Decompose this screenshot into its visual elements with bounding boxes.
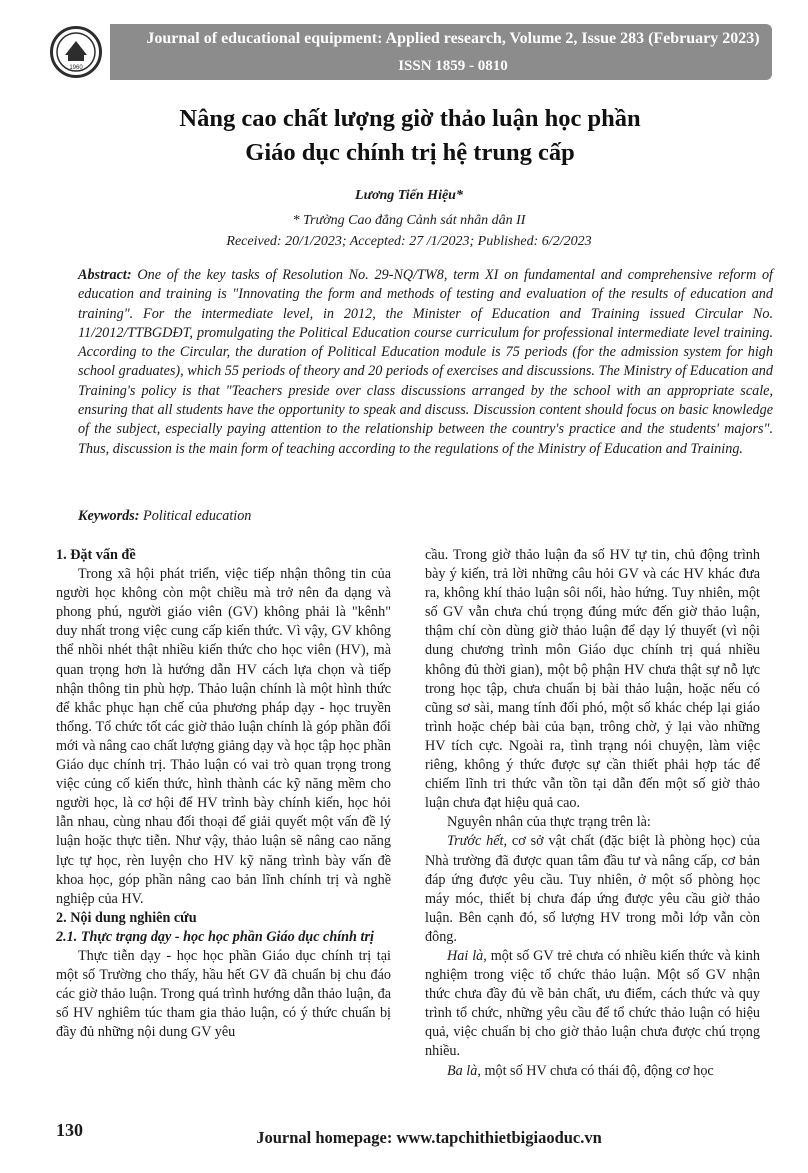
journal-homepage: Journal homepage: www.tapchithietbigiaoduc.vn <box>256 1128 602 1147</box>
keywords-label: Keywords: <box>78 508 140 524</box>
title-line-1: Nâng cao chất lượng giờ thảo luận học phần <box>179 105 641 132</box>
author: Lương Tiến Hiệu* <box>355 188 463 203</box>
body-paragraph: Trước hết, cơ sở vật chất (đặc biệt là phòng học) của Nhà trường đã được quan tâm đầu tư và nâng cấp, cơ bản đáp ứng được yêu cầu. Tuy nhiên, ở một số phòng học máy móc, thiết bị chưa đáp ứng được yêu cầu giờ thảo luận. Bên cạnh đó, số lượng HV trong mỗi lớp vẫn còn đông. <box>425 833 760 945</box>
keywords-text: Political education <box>139 508 252 524</box>
body-paragraph: Hai là, một số GV trẻ chưa có nhiều kiến thức và kinh nghiệm trong việc tổ chức thảo luận. Một số GV nhận thức chưa đầy đủ về bản chất, ưu điểm, cách thức và quy trình tổ chức, những yêu cầu để tổ chức thảo luận có hiệu quả, việc chuẩn bị cho giờ thảo luận chưa được chú trọng nhiều. <box>425 947 760 1060</box>
article-title <box>60 102 760 170</box>
issn: ISSN 1859 - 0810 <box>398 58 508 74</box>
abstract-label: Abstract: <box>78 267 132 283</box>
publication-dates: Received: 20/1/2023; Accepted: 27 /1/2023; Published: 6/2/2023 <box>226 234 592 249</box>
section-heading-intro: 1. Đặt vấn đề <box>56 547 136 563</box>
abstract <box>78 266 773 459</box>
body-paragraph: cầu. Trong giờ thảo luận đa số HV tự tin, chủ động trình bày ý kiến, trả lời những câu hỏi GV và các HV khác đưa ra, không khí thảo luận sôi nổi, hào hứng. Tuy nhiên, một số GV vẫn chưa chú trọng đúng mức đến giờ thảo luận, thậm chí còn dùng giờ thảo luận để dạy lý thuyết (vì nội dung chương trình môn Giáo dục chính trị quá nhiều không đủ thời gian), một bộ phận HV chưa thật sự nỗ lực trong học tập, chưa chuẩn bị bài thảo luận, hoặc nếu có cũng sơ sài, mang tính đối phó, một số khác chép lại giáo trình hoặc chép bài của bạn, trông chờ, ỷ lại vào những HV tích cực. Ngoài ra, tình trạng nói chuyện, làm việc riêng, không ý thức được sự cần thiết phải hợp tác để chiếm lĩnh tri thức vẫn tồn tại dẫn đến một số giờ thảo luận chưa đạt hiệu quả cao. <box>425 547 760 812</box>
body-paragraph: Thực tiễn dạy - học học phần Giáo dục chính trị tại một số Trường cho thấy, hầu hết GV đã chuẩn bị chu đáo các giờ thảo luận. Trong quá trình hướng dẫn thảo luận, đa số HV nghiêm túc tham gia thảo luận, có ý thức chuẩn bị đầy đủ những nội dung GV yêu <box>56 947 391 1041</box>
affiliation: * Trường Cao đẳng Cảnh sát nhân dân II <box>292 213 526 228</box>
abstract-text: One of the key tasks of Resolution No. 29-NQ/TW8, term XI on fundamental and comprehensive reform of education and training is "Innovating the form and methods of testing and evaluation of the results of education and training". For the intermediate level, in 2012, the Minister of Education and Training issued Circular No. 11/2012/TTBGDĐT, promulgating the Political Education course curriculum for professional intermediate level training. According to the Circular, the duration of Political Education module is 75 periods (for the admission system for high school graduates), which 55 periods of theory and 20 periods of exercises and discussions. The Ministry of Education and Training's policy is that "Teachers preside over class discussions arranged by the school with an appropriate scale, ensuring that all students have the opportunity to speak and discuss. Discussion content should focus on basic knowledge of the subject, especially paying attention to the relationship between the country's practice and the students' majors". Thus, discussion is the main form of teaching according to the regulations of the Ministry of Education and Training. <box>78 267 773 457</box>
page-number: 130 <box>56 1120 83 1140</box>
left-column <box>56 546 391 1042</box>
keywords <box>78 508 678 525</box>
journal-header <box>0 18 808 86</box>
intro-paragraph: Trong xã hội phát triển, việc tiếp nhận thông tin của người học không còn một chiều mà trở nên đa dạng và phong phú, người giáo viên (GV) không phải là "kênh" duy nhất trong việc cung cấp kiến thức. Vì vậy, GV không thể nhồi nhét thật nhiều kiến thức cho học viên (HV), mà quan trọng hơn là hướng dẫn HV cách lựa chọn và tiếp nhận thông tin phù hợp. Thảo luận chính là một hình thức để khắc phục hạn chế của phương pháp dạy - học truyền thống. Tổ chức tốt các giờ thảo luận chính là góp phần đổi mới và nâng cao chất lượng giảng dạy và học tập học phần Giáo dục chính trị. Thảo luận có vai trò quan trọng trong việc củng cố kiến thức, hình thành các kỹ năng mềm cho người học, là cơ hội để HV trình bày chính kiến, học hỏi lẫn nhau, cùng nhau đối thoại để giải quyết một vấn đề lý luận hoặc thực tiễn. Như vậy, thảo luận sẽ nâng cao năng lực tự học, rèn luyện cho HV kỹ năng trình bày vấn đề khoa học, góp phần nâng cao bản lĩnh chính trị và nghề nghiệp của HV. <box>56 566 391 907</box>
paragraph-lead: Ba là, <box>447 1062 481 1079</box>
paragraph-lead: Hai là, <box>447 947 487 964</box>
section-heading-content: 2. Nội dung nghiên cứu <box>56 909 197 926</box>
right-column <box>425 546 760 1081</box>
body-paragraph: Ba là, một số HV chưa có thái độ, động cơ học <box>447 1062 714 1079</box>
subsection-heading: 2.1. Thực trạng dạy - học học phần Giáo dục chính trị <box>56 928 374 945</box>
body-paragraph: Nguyên nhân của thực trạng trên là: <box>447 814 651 831</box>
journal-logo <box>50 26 102 78</box>
journal-citation: Journal of educational equipment: Applied research, Volume 2, Issue 283 (February 2023) <box>146 30 760 47</box>
title-line-2: Giáo dục chính trị hệ trung cấp <box>245 139 575 166</box>
svg-text:1960: 1960 <box>69 65 83 71</box>
paragraph-lead: Trước hết, <box>447 833 508 850</box>
